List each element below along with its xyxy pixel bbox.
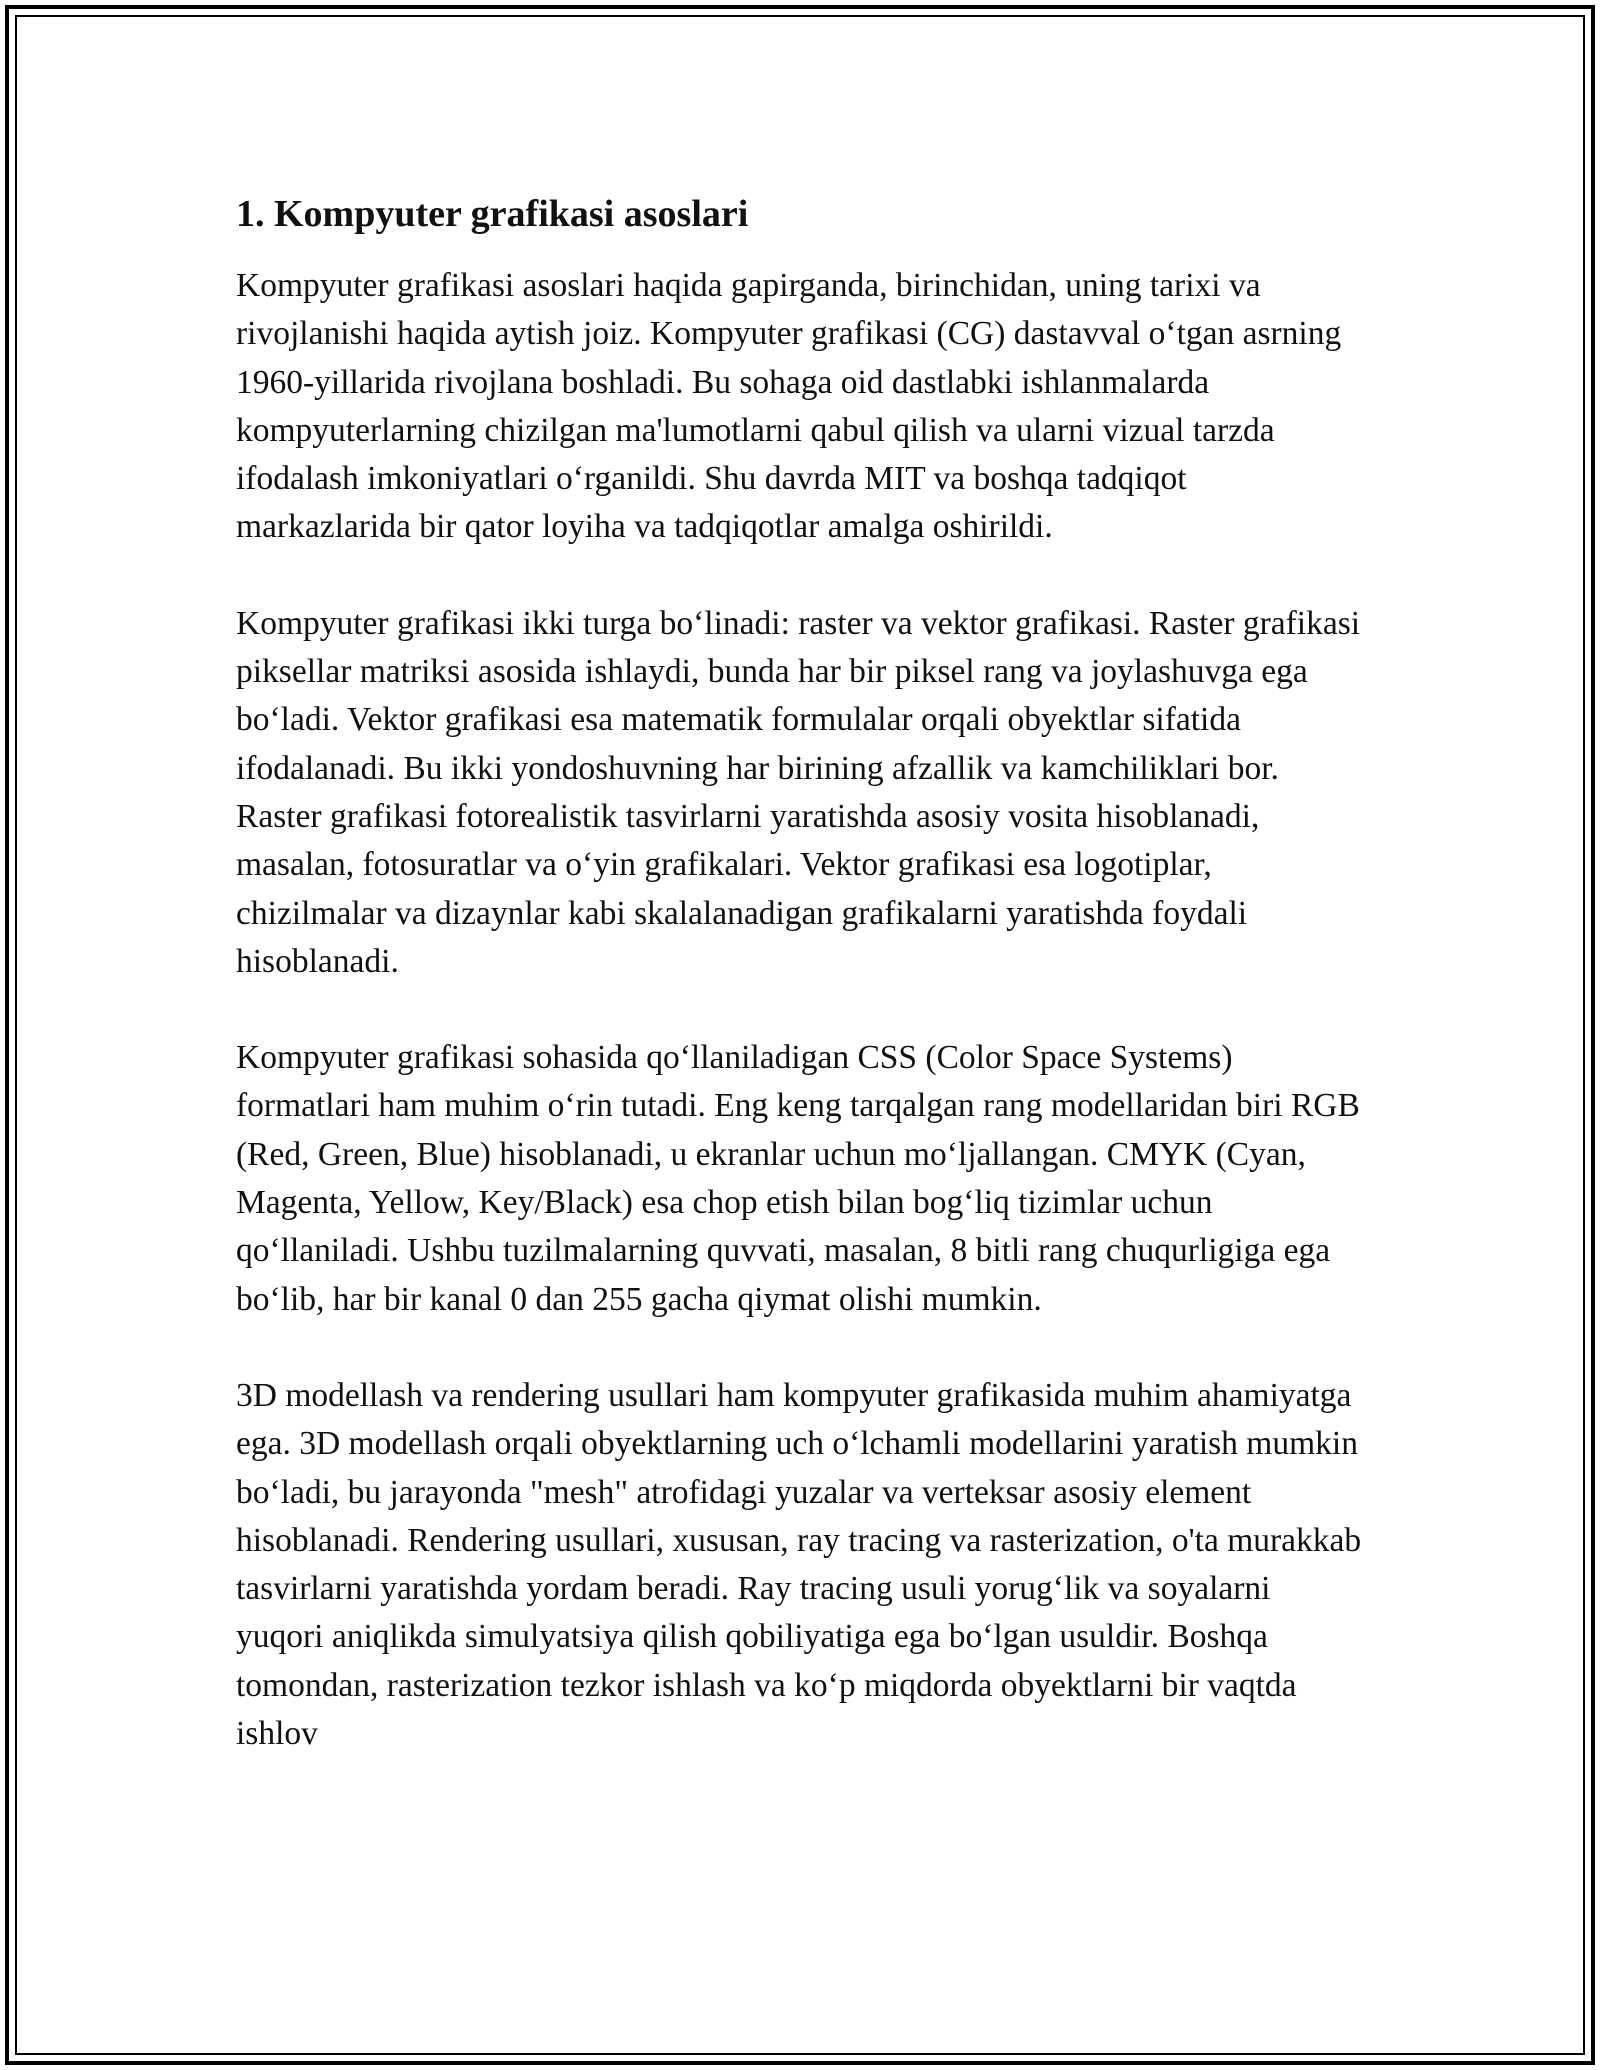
- section-heading: 1. Kompyuter grafikasi asoslari: [236, 193, 749, 235]
- paragraph-raster-vector: Kompyuter grafikasi ikki turga bo‘linadi: raster va vektor grafikasi. Raster grafikasi piksellar matriksi asosida ishlaydi, bunda har bir piksel rang va joylashuvga ega bo‘ladi. Vektor grafikasi esa matematik formulalar orqali obyektlar sifatida ifodalanadi. Bu ikki yondoshuvning har birining afzallik va kamchiliklari bor. Raster grafikasi fotorealistik tasvirlarni yaratishda asosiy vosita hisoblanadi, masalan, fotosuratlar va o‘yin grafikalari. Vektor grafikasi esa logotiplar, chizilmalar va dizaynlar kabi skalalanadigan grafikalarni yaratishda foydali hisoblanadi.: [236, 604, 1361, 980]
- document-body: [236, 186, 1366, 1806]
- paragraph-3d-rendering: 3D modellash va rendering usullari ham kompyuter grafikasida muhim ahamiyatga ega. 3D modellash orqali obyektlarning uch o‘lchamli modellarini yaratish mumkin bo‘ladi, bu jarayonda "mesh" atrofidagi yuzalar va verteksar asosiy element hisoblanadi. Rendering usullari, xususan, ray tracing va rasterization, o'ta murakkab tasvirlarni yaratishda yordam beradi. Ray tracing usuli yorug‘lik va soyalarni yuqori aniqlikda simulyatsiya qilish qobiliyatiga ega bo‘lgan usuldir. Boshqa tomondan, rasterization tezkor ishlash va ko‘p miqdorda obyektlarni bir vaqtda ishlov: [236, 1376, 1362, 1753]
- paragraph-history: Kompyuter grafikasi asoslari haqida gapirganda, birinchidan, uning tarixi va rivojlanishi haqida aytish joiz. Kompyuter grafikasi (CG) dastavval o‘tgan asrning 1960-yillarida rivojlana boshladi. Bu sohaga oid dastlabki ishlanmalarda kompyuterlarning chizilgan ma'lumotlarni qabul qilish va ularni vizual tarzda ifodalash imkoniyatlari o‘rganildi. Shu davrda MIT va boshqa tadqiqot markazlarida bir qator loyiha va tadqiqotlar amalga oshirildi.: [236, 267, 1342, 546]
- paragraph-color-spaces: Kompyuter grafikasi sohasida qo‘llaniladigan CSS (Color Space Systems) formatlari ham muhim o‘rin tutadi. Eng keng tarqalgan rang modellaridan biri RGB (Red, Green, Blue) hisoblanadi, u ekranlar uchun mo‘ljallangan. CMYK (Cyan, Magenta, Yellow, Key/Black) esa chop etish bilan bog‘liq tizimlar uchun qo‘llaniladi. Ushbu tuzilmalarning quvvati, masalan, 8 bitli rang chuqurligiga ega bo‘lib, har bir kanal 0 dan 255 gacha qiymat olishi mumkin.: [236, 1039, 1360, 1318]
